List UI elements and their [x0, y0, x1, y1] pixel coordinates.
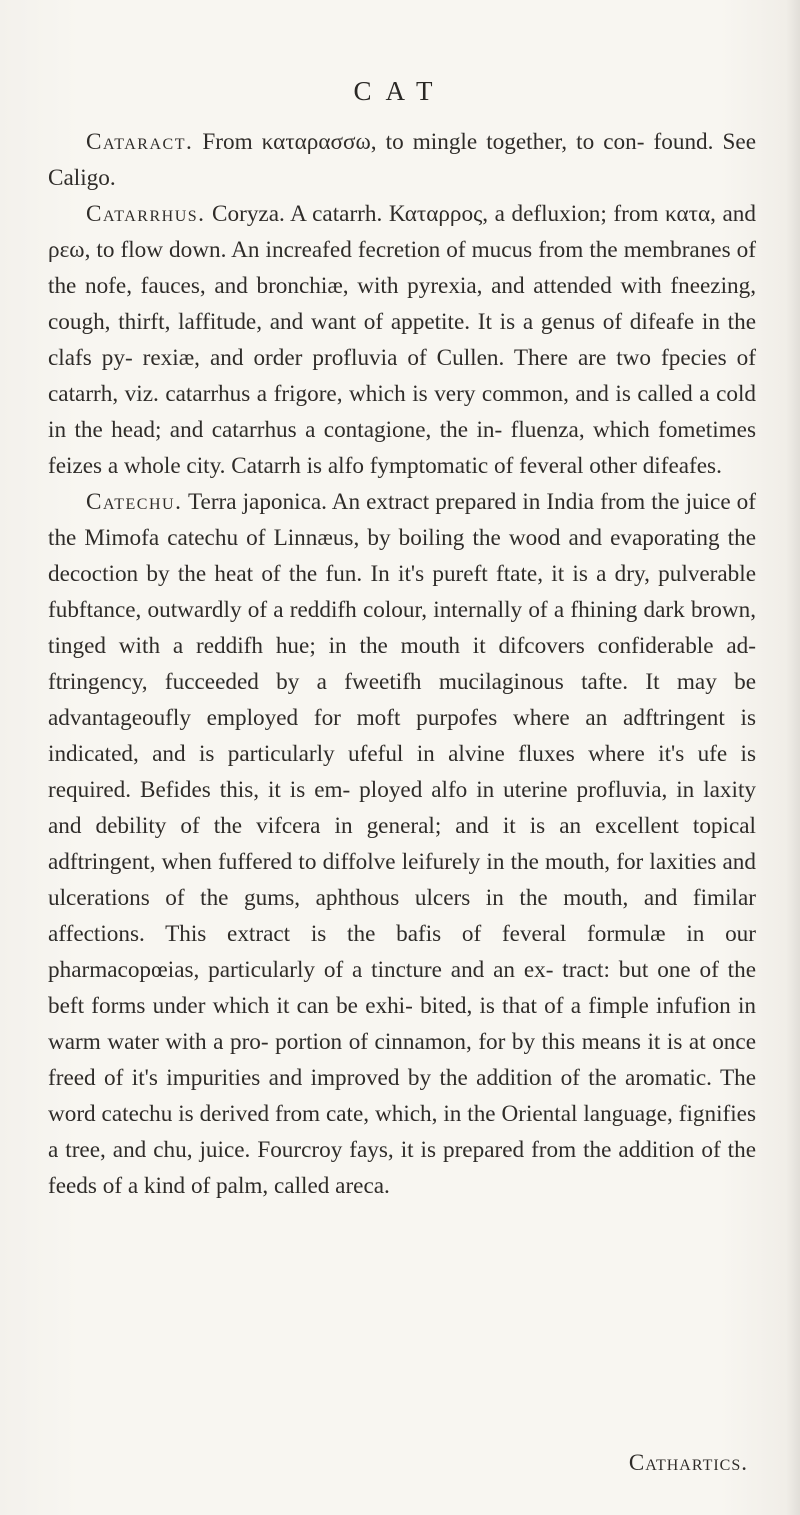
catchword: Cathartics.	[628, 1450, 748, 1475]
entry-cataract	[48, 124, 756, 196]
entry-body: Coryza. A catarrh. Καταρρος, a defluxion; from κατα, and ρεω, to flow down. An increafed fecretion of mucus from the membranes of the nofe, fauces, and bronchiæ, with pyrexia, and attended with fneezing, cough, thirft, laffitude, and want of appetite. It is a genus of difeafe in the clafs py- rexiæ, and order profluvia of Cullen. There are two fpecies of catarrh, viz. catarrhus a frigore, which is very common, and is called a cold in the head; and catarrhus a contagione, the in- fluenza, which fometimes feizes a whole city. Catarrh is alfo fymptomatic of feveral other difeafes.	[48, 201, 756, 479]
entry-headword: Cataract.	[86, 129, 194, 155]
page-edge-shadow	[786, 0, 800, 1515]
entry-headword: Catarrhus.	[86, 201, 206, 227]
entry-body: From καταρασσω, to mingle together, to con- found. See Caligo.	[48, 129, 757, 191]
running-header: CAT	[353, 76, 447, 106]
entry-headword: Catechu.	[86, 489, 183, 515]
entry-catarrhus	[48, 196, 756, 484]
entry-body: Terra japonica. An extract prepared in India from the juice of the Mimofa catechu of Linnæus, by boiling the wood and evaporating the decoction by the heat of the fun. In it's pureft ftate, it is a dry, pulverable fubftance, outwardly of a reddifh colour, internally of a fhining dark brown, tinged with a reddifh hue; in the mouth it difcovers confiderable ad- ftringency, fucceeded by a fweetifh mucilaginous tafte. It may be advantageoufly employed for moft purpofes where an adftringent is indicated, and is particularly ufeful in alvine fluxes where it's ufe is required. Befides this, it is em- ployed alfo in uterine profluvia, in laxity and debility of the vifcera in general; and it is an excellent topical adftringent, when fuffered to diffolve leifurely in the mouth, for laxities and ulcerations of the gums, aphthous ulcers in the mouth, and fimilar affections. This extract is the bafis of feveral formulæ in our pharmacopœias, particularly of a tincture and an ex- tract: but one of the beft forms under which it can be exhi- bited, is that of a fimple infufion in warm water with a pro- portion of cinnamon, for by this means it is at once freed of it's impurities and improved by the addition of the aromatic. The word catechu is derived from cate, which, in the Oriental language, fignifies a tree, and chu, juice. Fourcroy fays, it is prepared from the addition of the feeds of a kind of palm, called areca.	[48, 489, 756, 1199]
entry-catechu	[48, 484, 756, 1204]
dictionary-text	[48, 124, 756, 1204]
